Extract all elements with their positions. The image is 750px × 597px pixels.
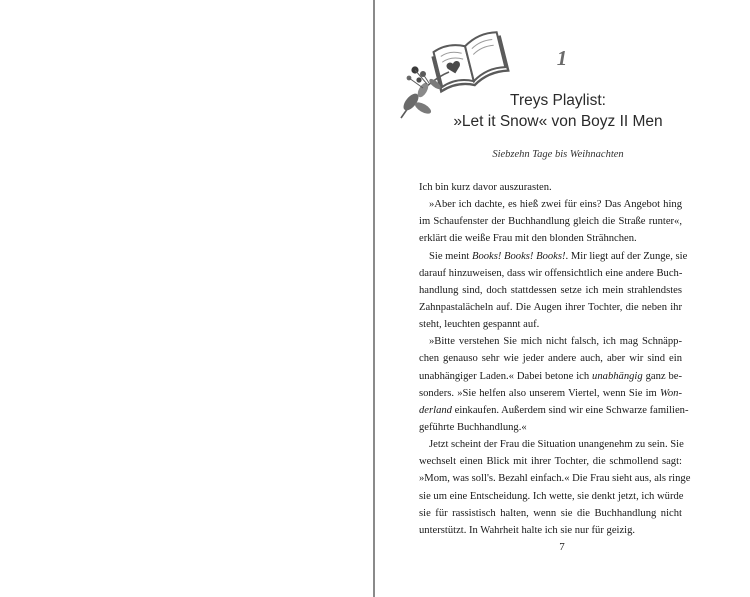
body-line xyxy=(419,505,682,522)
body-line-text: . Mir liegt auf der Zunge, sie xyxy=(565,250,688,262)
left-page-blank xyxy=(0,0,373,597)
body-line-text: Sie meint xyxy=(429,250,472,262)
body-line-text: Zahnpastalächeln auf. Die Augen ihrer Tochter, die neben ihr xyxy=(419,301,682,313)
body-line-text: handlung sind, doch stattdessen setze ich mein strahlendstes xyxy=(419,284,682,296)
body-line-text: »Mom, was soll's. Bezahl einfach.« Die Frau sieht aus, als ringe xyxy=(419,473,691,485)
body-line-text: Ich bin kurz davor auszurasten. xyxy=(419,182,552,193)
body-text xyxy=(419,179,691,539)
body-line xyxy=(419,470,691,487)
body-line xyxy=(419,436,682,453)
body-line xyxy=(419,419,682,436)
body-line xyxy=(419,282,682,299)
body-line xyxy=(419,299,682,316)
body-line-text: ganz be- xyxy=(642,370,682,382)
body-line xyxy=(419,248,688,265)
page-number: 7 xyxy=(559,541,565,553)
body-line-text: unabhängiger Laden.« Dabei betone ich xyxy=(419,370,593,382)
body-line-text: einkaufen. Außerdem sind wir eine Schwarze familien- xyxy=(451,404,689,416)
body-line-text: sie für rassistisch halten, wenn sie die Buchhandlung nicht xyxy=(419,507,682,519)
body-line-italic-text: derland xyxy=(419,404,452,416)
body-line-text: darauf hinzuweisen, dass wir offensichtlich eine andere Buch- xyxy=(419,267,683,279)
body-line-text: im Schaufenster der Buchhandlung gleich die Straße runter«, xyxy=(419,216,682,228)
body-line xyxy=(419,402,689,419)
body-line xyxy=(419,522,682,539)
body-line xyxy=(419,316,682,333)
body-line-text: »Aber ich dachte, es hieß zwei für eins? Das Angebot hing xyxy=(429,199,682,211)
body-line xyxy=(419,196,682,213)
body-line-text: steht, leuchten gespannt auf. xyxy=(419,319,540,331)
body-line xyxy=(419,265,682,282)
body-line-text: chen genauso sehr wie jeder andere auch, aber wir sind ein xyxy=(419,353,682,365)
body-line-text: geführte Buchhandlung.« xyxy=(419,421,527,433)
body-line-text: Jetzt scheint der Frau die Situation unangenehm zu sein. Sie xyxy=(429,439,684,451)
right-page xyxy=(375,0,750,597)
body-line xyxy=(419,230,682,247)
chapter-subtitle: Siebzehn Tage bis Weihnachten xyxy=(492,149,624,160)
body-line xyxy=(419,385,682,402)
chapter-title xyxy=(435,90,681,132)
body-line xyxy=(419,453,682,470)
body-line xyxy=(419,350,682,367)
body-line xyxy=(419,333,682,350)
body-line xyxy=(419,213,682,230)
body-line-text: erklärt die weiße Frau mit den blonden Strähnchen. xyxy=(419,233,637,245)
chapter-title-line-2: »Let it Snow« von Boyz II Men xyxy=(453,113,663,130)
body-line-italic-text: Won- xyxy=(660,387,682,399)
body-line-italic-text: unabhängig xyxy=(592,370,643,382)
body-line xyxy=(419,368,682,385)
body-line-italic-text: Books! Books! Books! xyxy=(471,250,566,262)
body-line-text: wechselt einen Blick mit ihrer Tochter, die schmollend sagt: xyxy=(419,456,682,468)
body-line-text: sie um eine Entscheidung. Ich wette, sie denkt jetzt, ich würde xyxy=(419,490,684,502)
body-line-text: »Bitte verstehen Sie mich nicht falsch, ich mag Schnäpp- xyxy=(429,336,682,348)
body-line-text: sonders. »Sie helfen also unserem Viertel, wenn Sie im xyxy=(419,387,661,399)
chapter-title-line-1: Treys Playlist: xyxy=(510,92,606,109)
body-line xyxy=(419,179,682,196)
chapter-number: 1 xyxy=(556,46,568,70)
body-line-text: unterstützt. In Wahrheit halte ich sie nur für geizig. xyxy=(419,524,636,536)
body-line xyxy=(419,488,682,505)
